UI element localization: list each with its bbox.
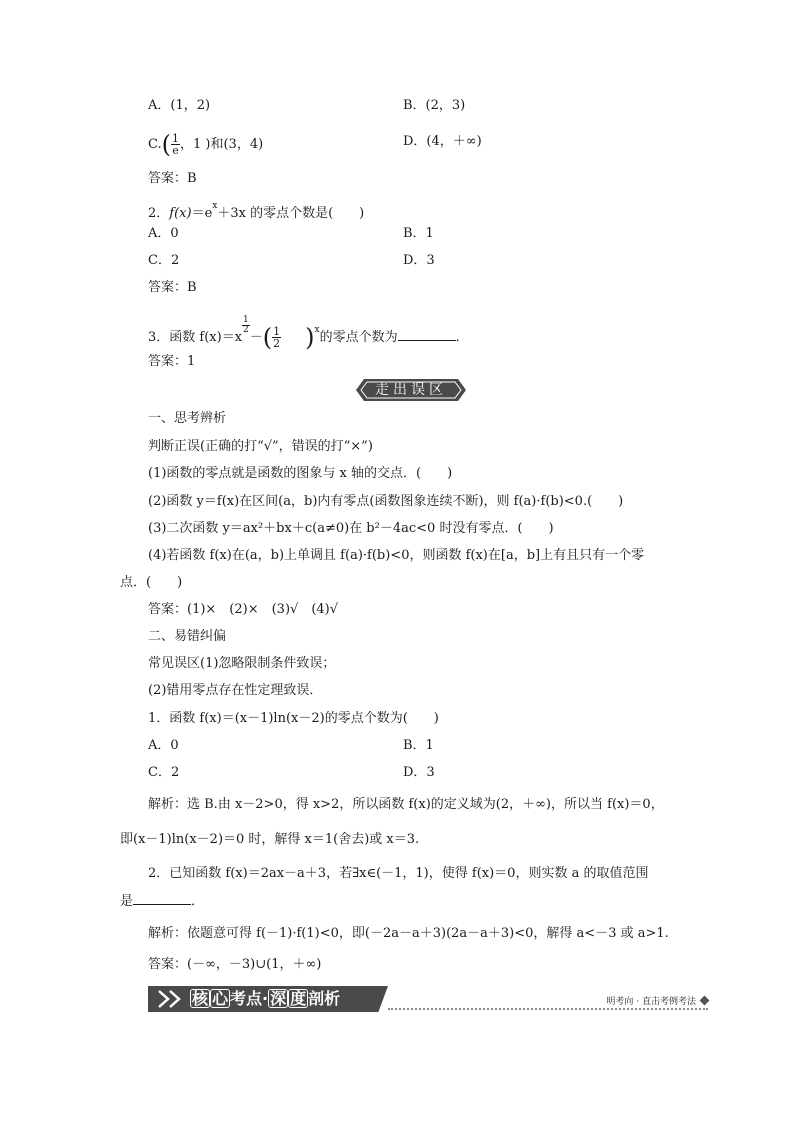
q2-num: 2．: [148, 206, 170, 221]
banner-dot: ·: [262, 989, 269, 1008]
boxed-char: 核: [192, 989, 209, 1008]
q2-option-b: B．1: [403, 226, 434, 241]
judge-item-4-cont: 点．( ): [120, 575, 183, 590]
paren-open: (: [161, 130, 171, 159]
q2-sup: x: [212, 201, 218, 211]
boxed-char: 心: [212, 989, 229, 1008]
q2-option-c: C．2: [148, 253, 180, 268]
judge-item-3: (3)二次函数 y＝ax²＋bx＋c(a≠0)在 b²－4ac<0 时没有零点．( ): [148, 521, 554, 536]
section1-answer: 答案：(1)× (2)× (3)√ (4)√: [148, 602, 339, 617]
q3-exp-den: 2: [243, 325, 249, 335]
q3-frac-num: 1: [273, 325, 281, 338]
s2-q1-option-c: C．2: [148, 765, 180, 780]
judge-item-2: (2)函数 y＝f(x)在区间(a，b)内有零点(函数图象连续不断)，则 f(a)·f(b)<0.( ): [148, 494, 624, 509]
s2-q2-solution: 解析：依题意可得 f(－1)·f(1)<0，即(－2a－a＋3)(2a－a＋3)<0，解得 a<－3 或 a>1.: [148, 926, 669, 941]
double-chevron-icon: [156, 989, 186, 1009]
q2-answer: 答案：B: [148, 280, 197, 295]
section-banner-core: [148, 986, 708, 1012]
s2-q2-prefix: 是: [120, 894, 134, 909]
q2-option-d: D．3: [403, 253, 435, 268]
section-banner-mistakes: [356, 379, 466, 401]
section2-heading: 二、易错纠偏: [148, 629, 227, 644]
diamond-icon: [700, 996, 710, 1006]
banner-title: 走出误区: [375, 382, 447, 398]
answer-blank: [398, 328, 456, 341]
banner-text: 剖析: [308, 989, 341, 1008]
banner-title: [190, 986, 340, 1012]
dotted-rule: [388, 1008, 708, 1010]
q2-eq: ＝e: [191, 206, 213, 221]
s2-q1-solution: 解析：选 B.由 x－2>0，得 x>2，所以函数 f(x)的定义域为(2，＋∞)，所以当 f(x)＝0，: [148, 797, 664, 812]
q2-fx: f(x): [169, 206, 192, 221]
q3-stem: [148, 315, 469, 352]
s2-q1-option-b: B．1: [403, 738, 434, 753]
banner-text: 考点: [230, 989, 263, 1008]
q3-suffix: 的零点个数为: [319, 330, 398, 345]
s2-q2-answer: 答案：(－∞，－3)∪(1，＋∞): [148, 957, 322, 972]
q3-power: x: [314, 325, 320, 335]
frac-num: 1: [172, 132, 179, 145]
section2-line2: (2)错用零点存在性定理致误．: [148, 683, 323, 698]
q3-frac-den: 2: [273, 337, 281, 350]
q3-prefix: 3．函数 f(x)＝x: [148, 330, 243, 345]
section1-intro: 判断正误(正确的打“√”，错误的打“×”): [148, 439, 373, 454]
s2-q1-option-d: D．3: [403, 765, 435, 780]
q3-end: ．: [455, 330, 469, 345]
judge-item-4: (4)若函数 f(x)在(a，b)上单调且 f(a)·f(b)<0，则函数 f(x)在[a，b]上有且只有一个零: [148, 548, 645, 563]
frac-den: e: [172, 144, 179, 157]
option-c-prefix: C.: [148, 137, 162, 152]
q3-minus: －: [249, 330, 263, 345]
section1-heading: 一、思考辨析: [148, 411, 227, 426]
option-c-fraction: [171, 133, 180, 156]
s2-q2-stem: 2．已知函数 f(x)＝2ax－a＋3，若∃x∈(－1，1)，使得 f(x)＝0，则实数 a 的取值范围: [148, 866, 649, 881]
s2-q2-stem-cont: [120, 892, 204, 911]
q2-rest: ＋3x 的零点个数是( ): [217, 206, 365, 221]
s2-q2-end: ．: [191, 894, 205, 909]
paren-close: ): [305, 323, 315, 352]
s2-q1-solution-cont: 即(x－1)ln(x－2)＝0 时，解得 x＝1(舍去)或 x＝3.: [120, 832, 420, 847]
q3-answer: 答案：1: [148, 354, 196, 369]
paren-open: (: [262, 323, 273, 352]
q3-exp-num: 1: [243, 315, 249, 325]
option-b: B．(2，3): [403, 98, 466, 113]
answer-blank: [133, 892, 191, 905]
judge-item-1: (1)函数的零点就是函数的图象与 x 轴的交点．( ): [148, 466, 453, 481]
boxed-char: 深: [270, 989, 287, 1008]
q2-option-a: A．0: [148, 226, 179, 241]
s2-q1-stem: 1．函数 f(x)＝(x－1)ln(x－2)的零点个数为( ): [148, 711, 439, 726]
s2-q1-option-a: A．0: [148, 738, 179, 753]
q3-exponent: [242, 316, 250, 335]
banner-right-caption: 明考向 · 直击考例考法: [606, 997, 696, 1007]
option-a: A．(1，2): [148, 98, 211, 113]
q3-fraction: [272, 326, 281, 349]
option-c-suffix: ，1 )和(3，4): [180, 137, 264, 152]
q2-stem: [148, 197, 364, 223]
section2-line1: 常见误区(1)忽略限制条件致误；: [148, 656, 336, 671]
option-c: [148, 130, 264, 159]
option-d: D．(4，＋∞): [403, 134, 482, 149]
boxed-char: 度: [290, 989, 307, 1008]
q1-answer: 答案：B: [148, 171, 197, 186]
